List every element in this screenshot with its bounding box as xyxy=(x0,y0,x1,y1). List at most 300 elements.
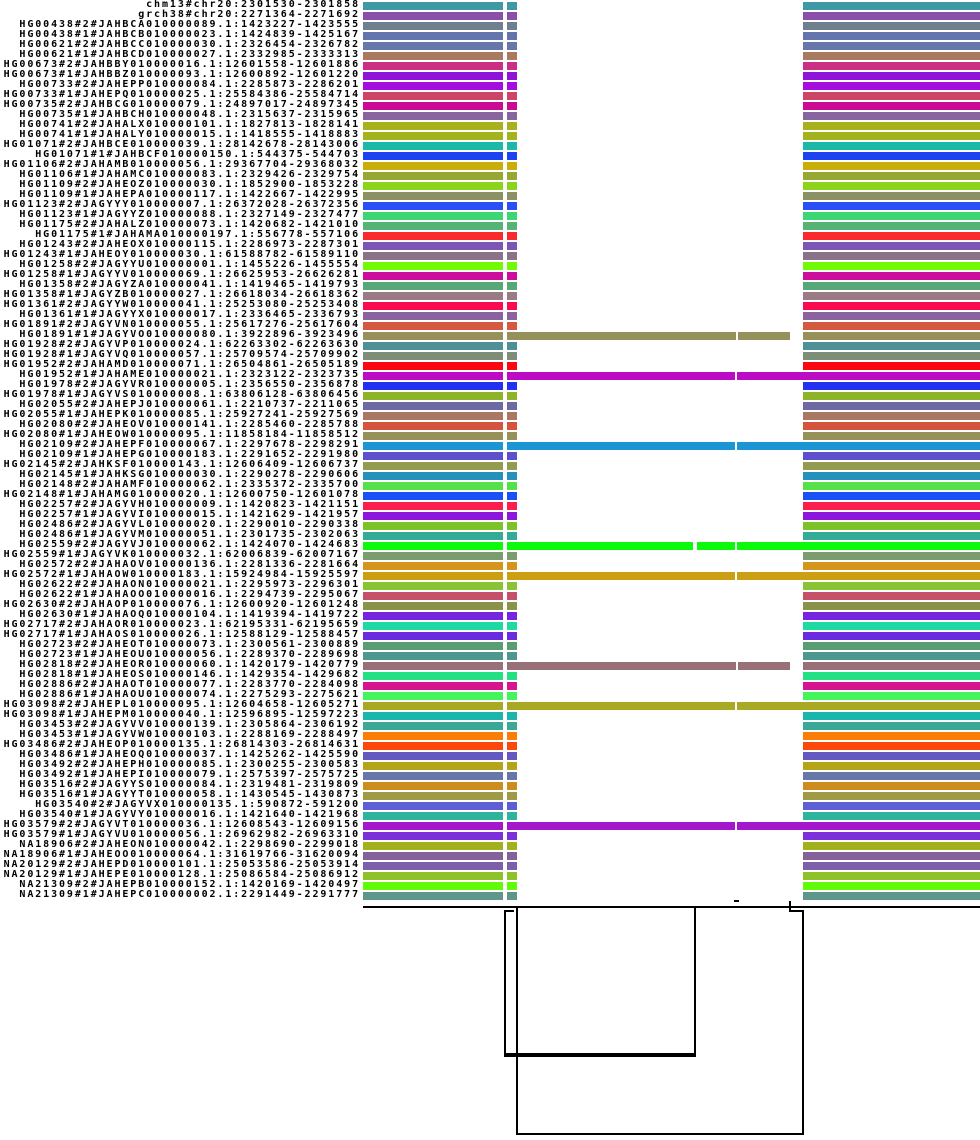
sequence-label: HG00735#2#JAHBCG010000079.1:24897017-24897345 xyxy=(3,99,360,110)
bundle-segment xyxy=(507,202,517,210)
sequence-label: HG00733#2#JAHEPP010000084.1:2285873-2286201 xyxy=(19,79,360,90)
bundle-segment xyxy=(363,872,503,880)
bundle-segment xyxy=(803,292,980,300)
bundle-segment xyxy=(363,172,503,180)
sequence-label: HG00733#1#JAHEPQ010000025.1:25584386-25584714 xyxy=(3,89,360,100)
sequence-label: NA21309#1#JAHEPC010000002.1:2291449-2291777 xyxy=(19,889,360,900)
sequence-label: HG01952#1#JAHAME010000021.1:2323122-2323735 xyxy=(19,369,360,380)
bundle-segment xyxy=(803,722,980,730)
bundle-segment xyxy=(363,892,503,900)
bundle-segment xyxy=(363,72,503,80)
sequence-label: HG03492#2#JAHEPH010000085.1:2300255-2300583 xyxy=(19,759,360,770)
sequence-label: HG01109#2#JAHEOZ010000030.1:1852900-1853228 xyxy=(19,179,360,190)
sequence-label: HG02723#2#JAHEOT010000073.1:2300561-2300889 xyxy=(19,639,360,650)
sequence-label: HG01978#2#JAGYVR010000005.1:2356550-2356878 xyxy=(19,379,360,390)
bundle-segment xyxy=(507,342,517,350)
sequence-label: HG03486#2#JAHEOP010000135.1:26814303-26814631 xyxy=(3,739,360,750)
bundle-segment xyxy=(803,192,980,200)
sequence-label: HG03540#2#JAGYVX010000135.1:590872-591200 xyxy=(35,799,360,810)
sequence-label: HG02486#1#JAGYVM010000051.1:2301735-2302063 xyxy=(19,529,360,540)
sequence-label: HG03098#1#JAHEPM010000040.1:12596895-12597223 xyxy=(3,709,360,720)
sequence-label: HG02148#1#JAHAMG010000020.1:12600750-12601078 xyxy=(3,489,360,500)
bundle-segment xyxy=(363,822,503,830)
bundle-segment xyxy=(803,882,980,890)
bundle-segment xyxy=(363,242,503,250)
corner-notch-horizontal xyxy=(789,910,804,912)
sequence-label: HG00621#2#JAHBCC010000030.1:2326454-2326782 xyxy=(19,39,360,50)
bundle-segment xyxy=(507,552,517,560)
bundle-segment xyxy=(363,572,503,580)
bundle-segment xyxy=(363,542,503,550)
bundle-segment xyxy=(507,82,517,90)
sequence-label: HG02257#1#JAGYVI010000015.1:1421629-1421957 xyxy=(19,509,360,520)
bundle-segment xyxy=(803,672,980,680)
bundle-segment xyxy=(363,442,503,450)
bundle-segment xyxy=(363,682,503,690)
sequence-label: HG00741#1#JAHALY010000015.1:1418555-1418883 xyxy=(19,129,360,140)
bundle-segment xyxy=(803,812,980,820)
outer-bracket-bottom-edge xyxy=(516,1133,804,1135)
bundle-segment xyxy=(363,452,503,460)
sequence-label: HG00621#1#JAHBCD010000027.1:2332985-2333313 xyxy=(19,49,360,60)
bundle-segment xyxy=(507,452,517,460)
sequence-label: HG01891#1#JAGYVO010000080.1:3922896-3923496 xyxy=(19,329,360,340)
bundle-segment xyxy=(803,772,980,780)
bundle-segment xyxy=(363,862,503,870)
sequence-label: HG02080#2#JAHEOV010000141.1:2285460-2285788 xyxy=(19,419,360,430)
bundle-segment xyxy=(803,12,980,20)
sequence-label: NA18906#2#JAHEON010000042.1:2298690-2299018 xyxy=(19,839,360,850)
bundle-segment xyxy=(363,262,503,270)
bundle-segment xyxy=(507,582,517,590)
sequence-label: NA21309#2#JAHEPB010000152.1:1420169-1420497 xyxy=(19,879,360,890)
bundle-segment xyxy=(363,402,503,410)
bundle-segment xyxy=(363,152,503,160)
bundle-segment xyxy=(803,842,980,850)
sequence-label: HG01358#2#JAGYZA010000041.1:1419465-1419793 xyxy=(19,279,360,290)
bundle-segment xyxy=(363,382,503,390)
bundle-segment xyxy=(803,242,980,250)
bundle-segment xyxy=(363,642,503,650)
bundle-segment xyxy=(507,662,736,670)
bundle-segment xyxy=(363,132,503,140)
bundle-segment xyxy=(507,252,517,260)
bundle-segment xyxy=(507,732,517,740)
sequence-label: HG02818#2#JAHEOR010000060.1:1420179-1420779 xyxy=(19,659,360,670)
bundle-segment xyxy=(507,422,517,430)
bundle-segment xyxy=(803,742,980,750)
bundle-segment xyxy=(697,542,735,550)
bundle-segment xyxy=(803,332,980,340)
bundle-segment xyxy=(803,412,980,420)
bundle-segment xyxy=(803,662,980,670)
inner-bracket-left-edge xyxy=(504,912,506,1057)
bundle-segment xyxy=(363,52,503,60)
bundle-segment xyxy=(507,782,517,790)
bundle-segment xyxy=(803,732,980,740)
bundle-segment xyxy=(363,42,503,50)
divider-tick xyxy=(734,900,739,902)
bundle-segment xyxy=(363,162,503,170)
bundle-segment xyxy=(803,532,980,540)
track-row xyxy=(0,890,980,900)
bundle-segment xyxy=(363,672,503,680)
inner-bracket-right-edge xyxy=(694,907,696,1057)
bundle-segment xyxy=(363,812,503,820)
sequence-label: HG01891#2#JAGYVN010000055.1:25617276-25617604 xyxy=(3,319,360,330)
bundle-segment xyxy=(507,672,517,680)
bundle-segment xyxy=(363,2,503,10)
bundle-segment xyxy=(507,272,517,280)
bundle-segment xyxy=(803,112,980,120)
bundle-segment xyxy=(507,122,517,130)
sequence-label: HG03579#1#JAGYVU010000056.1:26962982-26963310 xyxy=(3,829,360,840)
bundle-segment xyxy=(363,882,503,890)
bundle-segment xyxy=(803,892,980,900)
sequence-label: HG01928#1#JAGYVQ010000057.1:25709574-25709902 xyxy=(3,349,360,360)
bundle-segment xyxy=(507,232,517,240)
sequence-label: HG02080#1#JAHEOW010000095.1:11858184-11858512 xyxy=(3,429,360,440)
bundle-segment xyxy=(363,852,503,860)
sequence-label: HG02886#1#JAHAOU010000074.1:2275293-2275621 xyxy=(19,689,360,700)
sequence-label: HG01243#2#JAHEOX010000115.1:2286973-2287301 xyxy=(19,239,360,250)
bundle-segment xyxy=(363,22,503,30)
bundle-segment xyxy=(363,362,503,370)
sequence-label: HG01243#1#JAHEOY010000030.1:61588782-61589110 xyxy=(3,249,360,260)
sequence-label: HG01109#1#JAHEPA010000117.1:1422667-1422995 xyxy=(19,189,360,200)
bundle-segment xyxy=(363,692,503,700)
bundle-segment xyxy=(803,492,980,500)
bundle-segment xyxy=(737,442,980,450)
bundle-segment xyxy=(803,352,980,360)
bundle-segment xyxy=(737,822,980,830)
bundle-segment xyxy=(507,622,517,630)
bundle-segment xyxy=(507,132,517,140)
sequence-label: HG02559#2#JAGYVJ010000062.1:1424070-1424683 xyxy=(19,539,360,550)
sequence-label: HG03098#2#JAHEPL010000095.1:12604658-12605271 xyxy=(3,699,360,710)
bundle-segment xyxy=(803,62,980,70)
bundle-segment xyxy=(803,162,980,170)
bundle-segment xyxy=(803,122,980,130)
bundle-segment xyxy=(507,92,517,100)
bundle-segment xyxy=(507,822,735,830)
bundle-segment xyxy=(737,372,980,380)
bundle-segment xyxy=(507,742,517,750)
bundle-segment xyxy=(363,352,503,360)
bundle-segment xyxy=(803,692,980,700)
bundle-segment xyxy=(363,462,503,470)
sequence-label: HG01123#2#JAGYYY010000007.1:26372028-26372356 xyxy=(3,199,360,210)
sequence-label: HG02109#1#JAHEPG010000183.1:2291652-2291980 xyxy=(19,449,360,460)
sequence-label: HG02886#2#JAHAOT010000077.1:2283770-2284098 xyxy=(19,679,360,690)
bundle-segment xyxy=(363,422,503,430)
bundle-segment xyxy=(507,812,517,820)
bundle-segment xyxy=(803,602,980,610)
bundle-segment xyxy=(803,522,980,530)
bundle-segment xyxy=(507,802,517,810)
bundle-segment xyxy=(363,602,503,610)
bundle-segment xyxy=(507,282,517,290)
bundle-segment xyxy=(507,562,517,570)
bundle-segment xyxy=(507,572,735,580)
sequence-label: HG01175#2#JAHALZ010000073.1:1420682-1421010 xyxy=(19,219,360,230)
bundle-segment xyxy=(507,162,517,170)
bundle-segment xyxy=(737,702,980,710)
bundle-segment xyxy=(363,482,503,490)
bundle-segment xyxy=(363,762,503,770)
bundle-segment xyxy=(507,892,517,900)
bundle-segment xyxy=(803,632,980,640)
bundle-segment xyxy=(803,142,980,150)
bundle-segment xyxy=(507,152,517,160)
sequence-label: HG01106#1#JAHAMC010000083.1:2329426-2329754 xyxy=(19,169,360,180)
bundle-segment xyxy=(507,872,517,880)
bundle-segment xyxy=(803,552,980,560)
bundle-segment xyxy=(507,542,693,550)
bundle-segment xyxy=(507,832,517,840)
bundle-segment xyxy=(363,12,503,20)
bundle-segment xyxy=(507,602,517,610)
bundle-segment xyxy=(363,92,503,100)
bundle-segment xyxy=(507,312,517,320)
bundle-segment xyxy=(507,532,517,540)
bundle-segment xyxy=(363,282,503,290)
bundle-segment xyxy=(803,272,980,280)
outer-bracket-right-edge xyxy=(802,912,804,1135)
bundle-segment xyxy=(803,32,980,40)
sequence-label: HG03453#2#JAGYVV010000139.1:2305864-2306192 xyxy=(19,719,360,730)
sequence-label: NA20129#1#JAHEPE010000128.1:25086584-25086912 xyxy=(3,869,360,880)
sequence-label: HG02572#2#JAHAOV010000136.1:2281336-2281664 xyxy=(19,559,360,570)
bundle-segment xyxy=(507,412,517,420)
bundle-segment xyxy=(507,362,517,370)
bundle-segment xyxy=(507,222,517,230)
bundle-segment xyxy=(363,752,503,760)
bundle-segment xyxy=(507,102,517,110)
sequence-label: HG01952#2#JAHAMD010000071.1:26504861-26505189 xyxy=(3,359,360,370)
bundle-segment xyxy=(507,592,517,600)
bundle-segment xyxy=(507,182,517,190)
bundle-segment xyxy=(507,322,517,330)
sequence-label: HG02717#1#JAHAOS010000026.1:12588129-12588457 xyxy=(3,629,360,640)
bundle-segment xyxy=(363,292,503,300)
bundle-segment xyxy=(803,782,980,790)
bundle-segment xyxy=(507,852,517,860)
bundle-segment xyxy=(507,462,517,470)
bundle-segment xyxy=(363,32,503,40)
sequence-label: NA18906#1#JAHEOO010000064.1:31619766-31620094 xyxy=(3,849,360,860)
bundle-segment xyxy=(507,262,517,270)
bundle-segment xyxy=(363,272,503,280)
bundle-segment xyxy=(363,332,503,340)
bundle-segment xyxy=(363,142,503,150)
bundle-segment xyxy=(507,2,517,10)
bundle-segment xyxy=(803,262,980,270)
bundle-segment xyxy=(363,612,503,620)
bundle-segment xyxy=(363,622,503,630)
bundle-segment xyxy=(803,422,980,430)
bundle-segment xyxy=(363,192,503,200)
bundle-segment xyxy=(803,342,980,350)
bundle-segment xyxy=(363,722,503,730)
bundle-segment xyxy=(803,792,980,800)
sequence-label: HG01175#1#JAHAMA010000197.1:556778-557106 xyxy=(35,229,360,240)
bundle-segment xyxy=(507,862,517,870)
bundle-segment xyxy=(507,652,517,660)
bundle-segment xyxy=(507,372,735,380)
bundle-segment xyxy=(803,382,980,390)
bundle-segment xyxy=(803,202,980,210)
bundle-segment xyxy=(803,612,980,620)
bundle-segment xyxy=(803,462,980,470)
bundle-segment xyxy=(803,82,980,90)
bundle-segment xyxy=(507,142,517,150)
bundle-segment xyxy=(363,102,503,110)
bundle-segment xyxy=(803,752,980,760)
bundle-segment xyxy=(363,342,503,350)
bundle-segment xyxy=(363,182,503,190)
bundle-segment xyxy=(363,492,503,500)
bundle-segment xyxy=(803,252,980,260)
bundle-segment xyxy=(363,322,503,330)
bundle-segment xyxy=(803,652,980,660)
bundle-segment xyxy=(363,522,503,530)
bundle-segment xyxy=(507,682,517,690)
bundle-segment xyxy=(507,302,517,310)
bundle-segment xyxy=(803,182,980,190)
sequence-label: HG02055#1#JAHEPK010000085.1:25927241-25927569 xyxy=(3,409,360,420)
bundle-segment xyxy=(803,132,980,140)
bundle-segment xyxy=(738,332,790,340)
bundle-segment xyxy=(507,472,517,480)
sequence-label: HG03486#1#JAHEOQ010000037.1:1425262-1425590 xyxy=(19,749,360,760)
bundle-segment xyxy=(507,792,517,800)
projection-baseline xyxy=(363,906,980,908)
sequence-label: HG03579#2#JAGYVT010000036.1:12608543-12609156 xyxy=(3,819,360,830)
bundle-segment xyxy=(738,662,790,670)
bundle-segment xyxy=(803,502,980,510)
bundle-segment xyxy=(507,192,517,200)
bundle-segment xyxy=(363,532,503,540)
sequence-label: HG02622#1#JAHAOO010000016.1:2294739-2295067 xyxy=(19,589,360,600)
bundle-segment xyxy=(363,582,503,590)
sequence-label: HG00438#1#JAHBCB010000023.1:1424839-1425167 xyxy=(19,29,360,40)
bundle-segment xyxy=(363,432,503,440)
bundle-segment xyxy=(803,302,980,310)
bundle-segment xyxy=(363,842,503,850)
bundle-segment xyxy=(803,622,980,630)
bundle-segment xyxy=(363,552,503,560)
bundle-segment xyxy=(507,482,517,490)
sequence-label: HG02257#2#JAGYVH010000009.1:1420823-1421151 xyxy=(19,499,360,510)
bundle-segment xyxy=(507,402,517,410)
bundle-segment xyxy=(803,512,980,520)
bundle-segment xyxy=(363,802,503,810)
bundle-segment xyxy=(803,802,980,810)
bundle-segment xyxy=(507,212,517,220)
bundle-segment xyxy=(507,512,517,520)
sequence-label: HG03516#2#JAGYYS010000084.1:2319481-2319809 xyxy=(19,779,360,790)
bundle-segment xyxy=(507,442,735,450)
bundle-segment xyxy=(507,752,517,760)
bundle-segment xyxy=(803,102,980,110)
sequence-label: HG01071#1#JAHBCF010000150.1:544375-544703 xyxy=(35,149,360,160)
bundle-segment xyxy=(507,842,517,850)
bundle-segment xyxy=(507,772,517,780)
sequence-label: HG00673#2#JAHBBY010000016.1:12601558-12601886 xyxy=(3,59,360,70)
bundle-segment xyxy=(363,62,503,70)
sequence-label: HG02630#2#JAHAOP010000076.1:12600920-12601248 xyxy=(3,599,360,610)
bundle-segment xyxy=(507,392,517,400)
bundle-segment xyxy=(803,432,980,440)
bundle-segment xyxy=(507,642,517,650)
bundle-segment xyxy=(363,592,503,600)
bundle-segment xyxy=(803,862,980,870)
bundle-segment xyxy=(803,2,980,10)
sequence-label: HG03540#1#JAGYVY010000016.1:1421640-1421968 xyxy=(19,809,360,820)
bundle-segment xyxy=(803,42,980,50)
bundle-segment xyxy=(507,492,517,500)
sequence-label: HG01106#2#JAHAMB010000056.1:29367704-29368032 xyxy=(3,159,360,170)
bundle-segment xyxy=(363,392,503,400)
sequence-label: HG01358#1#JAGYZB010000027.1:26618034-26618362 xyxy=(3,289,360,300)
sequence-label: HG02630#1#JAHAOQ010000104.1:1419394-1419722 xyxy=(19,609,360,620)
sequence-label: HG01361#2#JAGYYW010000041.1:25253080-25253408 xyxy=(3,299,360,310)
bundle-segment xyxy=(507,712,517,720)
bundle-segment xyxy=(363,112,503,120)
sequence-label: HG02109#2#JAHEPF010000067.1:2297678-2298291 xyxy=(19,439,360,450)
bundle-segment xyxy=(803,232,980,240)
bundle-segment xyxy=(803,832,980,840)
sequence-label: HG00438#2#JAHBCA010000089.1:1423227-1423555 xyxy=(19,19,360,30)
sequence-label: HG02145#2#JAHKSF010000143.1:12606409-12606737 xyxy=(3,459,360,470)
bundle-segment xyxy=(803,582,980,590)
bundle-segment xyxy=(803,642,980,650)
bundle-segment xyxy=(363,632,503,640)
sequence-label: grch38#chr20:2271364-2271692 xyxy=(138,9,360,20)
sequence-label: chm13#chr20:2301530-2301858 xyxy=(146,0,360,10)
bundle-segment xyxy=(507,702,735,710)
bundle-segment xyxy=(507,62,517,70)
bundle-segment xyxy=(803,22,980,30)
bundle-segment xyxy=(507,432,517,440)
bundle-segment xyxy=(363,512,503,520)
bundle-segment xyxy=(363,232,503,240)
bundle-segment xyxy=(507,72,517,80)
bundle-segment xyxy=(507,692,517,700)
bundle-segment xyxy=(363,502,503,510)
bundle-segment xyxy=(803,482,980,490)
bundle-segment xyxy=(507,12,517,20)
sequence-label: HG02486#2#JAGYVL010000020.1:2290010-2290338 xyxy=(19,519,360,530)
bundle-segment xyxy=(363,302,503,310)
bundle-segment xyxy=(507,42,517,50)
bundle-segment xyxy=(803,392,980,400)
bundle-segment xyxy=(363,222,503,230)
bundle-segment xyxy=(803,152,980,160)
sequence-label: HG02145#1#JAHKSG010000030.1:2290278-2290606 xyxy=(19,469,360,480)
bundle-segment xyxy=(507,632,517,640)
bundle-segment xyxy=(803,322,980,330)
bundle-segment xyxy=(363,702,503,710)
bundle-segment xyxy=(363,122,503,130)
sequence-label: HG00741#2#JAHALX010000101.1:1827813-1828141 xyxy=(19,119,360,130)
sequence-label: HG02148#2#JAHAMF010000062.1:2335372-2335700 xyxy=(19,479,360,490)
inner-bracket-bottom-edge xyxy=(504,1053,696,1057)
bundle-segment xyxy=(803,452,980,460)
bundle-segment xyxy=(363,562,503,570)
bundle-segment xyxy=(507,722,517,730)
